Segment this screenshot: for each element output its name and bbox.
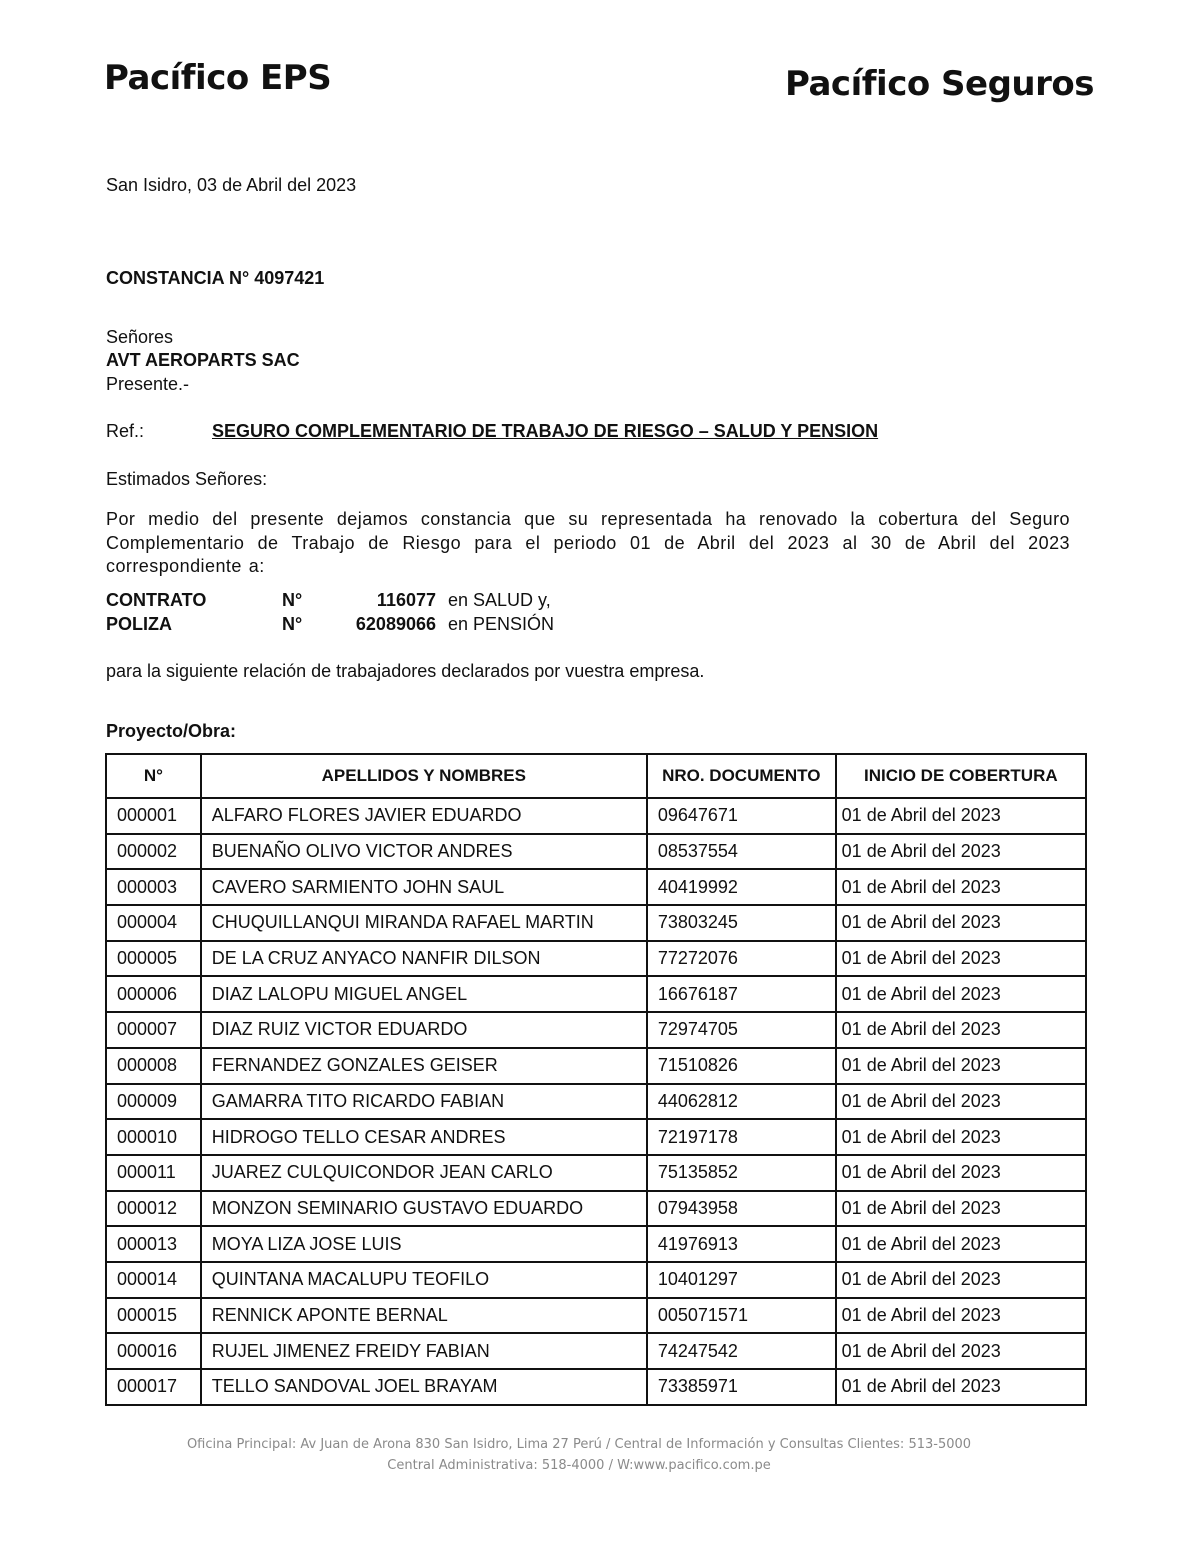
document-number: 10401297	[647, 1262, 836, 1298]
worker-name: RUJEL JIMENEZ FREIDY FABIAN	[201, 1333, 647, 1369]
document-number: 71510826	[647, 1048, 836, 1084]
document-number: 08537554	[647, 834, 836, 870]
document-number: 40419992	[647, 869, 836, 905]
policy-label: POLIZA	[106, 614, 172, 634]
header-coverage-start: INICIO DE COBERTURA	[836, 754, 1086, 798]
document-number: 73385971	[647, 1369, 836, 1405]
worker-name: DE LA CRUZ ANYACO NANFIR DILSON	[201, 941, 647, 977]
date-line: San Isidro, 03 de Abril del 2023	[106, 175, 357, 195]
coverage-start-date: 01 de Abril del 2023	[836, 941, 1086, 977]
table-row	[106, 976, 1086, 1012]
table-row	[106, 1369, 1086, 1405]
header-document: NRO. DOCUMENTO	[647, 754, 836, 798]
pacifico-seguros-logo: Pacífico Seguros	[784, 64, 1094, 104]
document-number: 74247542	[647, 1333, 836, 1369]
reference-label: Ref.:	[106, 421, 145, 441]
greeting: Estimados Señores:	[106, 469, 268, 489]
worker-name: JUAREZ CULQUICONDOR JEAN CARLO	[201, 1155, 647, 1191]
document-number: 44062812	[647, 1084, 836, 1120]
worker-name: DIAZ LALOPU MIGUEL ANGEL	[201, 976, 647, 1012]
body-paragraph	[106, 508, 1070, 579]
worker-name: HIDROGO TELLO CESAR ANDRES	[201, 1119, 647, 1155]
worker-name: GAMARRA TITO RICARDO FABIAN	[201, 1084, 647, 1120]
contract-no-symbol: N°	[282, 590, 303, 610]
policy-number: 62089066	[355, 614, 436, 634]
document-number: 77272076	[647, 941, 836, 977]
footer-line-2: Central Administrativa: 518-4000 / W:www.pacifico.com.pe	[387, 1458, 771, 1473]
table-row	[106, 834, 1086, 870]
footer-line-1: Oficina Principal: Av Juan de Arona 830 San Isidro, Lima 27 Perú / Central de Información y Consultas Clientes: 513-5000	[186, 1437, 972, 1452]
table-row	[106, 798, 1086, 834]
row-number: 000003	[106, 869, 201, 905]
document-number: 41976913	[647, 1226, 836, 1262]
row-number: 000017	[106, 1369, 201, 1405]
row-number: 000011	[106, 1155, 201, 1191]
table-row	[106, 1155, 1086, 1191]
coverage-start-date: 01 de Abril del 2023	[836, 1333, 1086, 1369]
coverage-start-date: 01 de Abril del 2023	[836, 869, 1086, 905]
document-number: 09647671	[647, 798, 836, 834]
salutation: Señores	[106, 327, 174, 347]
row-number: 000007	[106, 1012, 201, 1048]
coverage-start-date: 01 de Abril del 2023	[836, 1298, 1086, 1334]
table-row	[106, 1226, 1086, 1262]
table-row	[106, 1048, 1086, 1084]
contract-number: 116077	[376, 590, 436, 610]
table-row	[106, 941, 1086, 977]
worker-name: RENNICK APONTE BERNAL	[201, 1298, 647, 1334]
document-number: 73803245	[647, 905, 836, 941]
row-number: 000001	[106, 798, 201, 834]
worker-name: MONZON SEMINARIO GUSTAVO EDUARDO	[201, 1191, 647, 1227]
worker-name: FERNANDEZ GONZALES GEISER	[201, 1048, 647, 1084]
body-paragraph-text: Por medio del presente dejamos constancia que su representada ha renovado la cobertura del Seguro Complementario de Trabajo de Riesgo para el periodo 01 de Abril del 2023 al 30 de Abril del 2023 correspondiente a:	[106, 509, 1070, 576]
row-number: 000012	[106, 1191, 201, 1227]
worker-name: BUENAÑO OLIVO VICTOR ANDRES	[201, 834, 647, 870]
table-row	[106, 1298, 1086, 1334]
coverage-start-date: 01 de Abril del 2023	[836, 1084, 1086, 1120]
table-row	[106, 905, 1086, 941]
worker-name: MOYA LIZA JOSE LUIS	[201, 1226, 647, 1262]
worker-name: DIAZ RUIZ VICTOR EDUARDO	[201, 1012, 647, 1048]
coverage-start-date: 01 de Abril del 2023	[836, 1048, 1086, 1084]
contract-label: CONTRATO	[106, 590, 207, 610]
document-number: 75135852	[647, 1155, 836, 1191]
header-number: N°	[106, 754, 201, 798]
row-number: 000005	[106, 941, 201, 977]
worker-name: ALFARO FLORES JAVIER EDUARDO	[201, 798, 647, 834]
contract-description: en SALUD y,	[448, 590, 551, 610]
worker-name: CAVERO SARMIENTO JOHN SAUL	[201, 869, 647, 905]
document-number: 005071571	[647, 1298, 836, 1334]
row-number: 000016	[106, 1333, 201, 1369]
table-body	[106, 798, 1086, 1405]
constancia-number: CONSTANCIA N° 4097421	[106, 268, 325, 288]
row-number: 000008	[106, 1048, 201, 1084]
row-number: 000014	[106, 1262, 201, 1298]
table-row	[106, 1119, 1086, 1155]
row-number: 000002	[106, 834, 201, 870]
row-number: 000010	[106, 1119, 201, 1155]
document-number: 72974705	[647, 1012, 836, 1048]
coverage-start-date: 01 de Abril del 2023	[836, 1369, 1086, 1405]
relation-text: para la siguiente relación de trabajadores declarados por vuestra empresa.	[106, 661, 705, 681]
table-row	[106, 1191, 1086, 1227]
coverage-start-date: 01 de Abril del 2023	[836, 1119, 1086, 1155]
row-number: 000013	[106, 1226, 201, 1262]
presente: Presente.-	[106, 374, 190, 394]
table-row	[106, 869, 1086, 905]
policy-description: en PENSIÓN	[448, 614, 555, 634]
document-number: 16676187	[647, 976, 836, 1012]
table-row	[106, 1262, 1086, 1298]
coverage-start-date: 01 de Abril del 2023	[836, 1191, 1086, 1227]
coverage-start-date: 01 de Abril del 2023	[836, 1155, 1086, 1191]
coverage-start-date: 01 de Abril del 2023	[836, 976, 1086, 1012]
coverage-start-date: 01 de Abril del 2023	[836, 834, 1086, 870]
row-number: 000006	[106, 976, 201, 1012]
table-row	[106, 1012, 1086, 1048]
worker-name: CHUQUILLANQUI MIRANDA RAFAEL MARTIN	[201, 905, 647, 941]
coverage-start-date: 01 de Abril del 2023	[836, 1262, 1086, 1298]
table-header-row	[106, 754, 1086, 798]
workers-table	[105, 753, 1087, 1406]
worker-name: TELLO SANDOVAL JOEL BRAYAM	[201, 1369, 647, 1405]
coverage-start-date: 01 de Abril del 2023	[836, 1012, 1086, 1048]
table-row	[106, 1084, 1086, 1120]
coverage-start-date: 01 de Abril del 2023	[836, 905, 1086, 941]
table-row	[106, 1333, 1086, 1369]
header-names: APELLIDOS Y NOMBRES	[201, 754, 647, 798]
worker-name: QUINTANA MACALUPU TEOFILO	[201, 1262, 647, 1298]
row-number: 000015	[106, 1298, 201, 1334]
row-number: 000009	[106, 1084, 201, 1120]
reference-title: SEGURO COMPLEMENTARIO DE TRABAJO DE RIESGO – SALUD Y PENSION	[212, 421, 879, 441]
document-number: 07943958	[647, 1191, 836, 1227]
coverage-start-date: 01 de Abril del 2023	[836, 1226, 1086, 1262]
pacifico-eps-logo: Pacífico EPS	[104, 58, 332, 98]
project-label: Proyecto/Obra:	[106, 721, 237, 741]
row-number: 000004	[106, 905, 201, 941]
coverage-start-date: 01 de Abril del 2023	[836, 798, 1086, 834]
company-name: AVT AEROPARTS SAC	[106, 350, 300, 370]
policy-no-symbol: N°	[282, 614, 303, 634]
document-number: 72197178	[647, 1119, 836, 1155]
